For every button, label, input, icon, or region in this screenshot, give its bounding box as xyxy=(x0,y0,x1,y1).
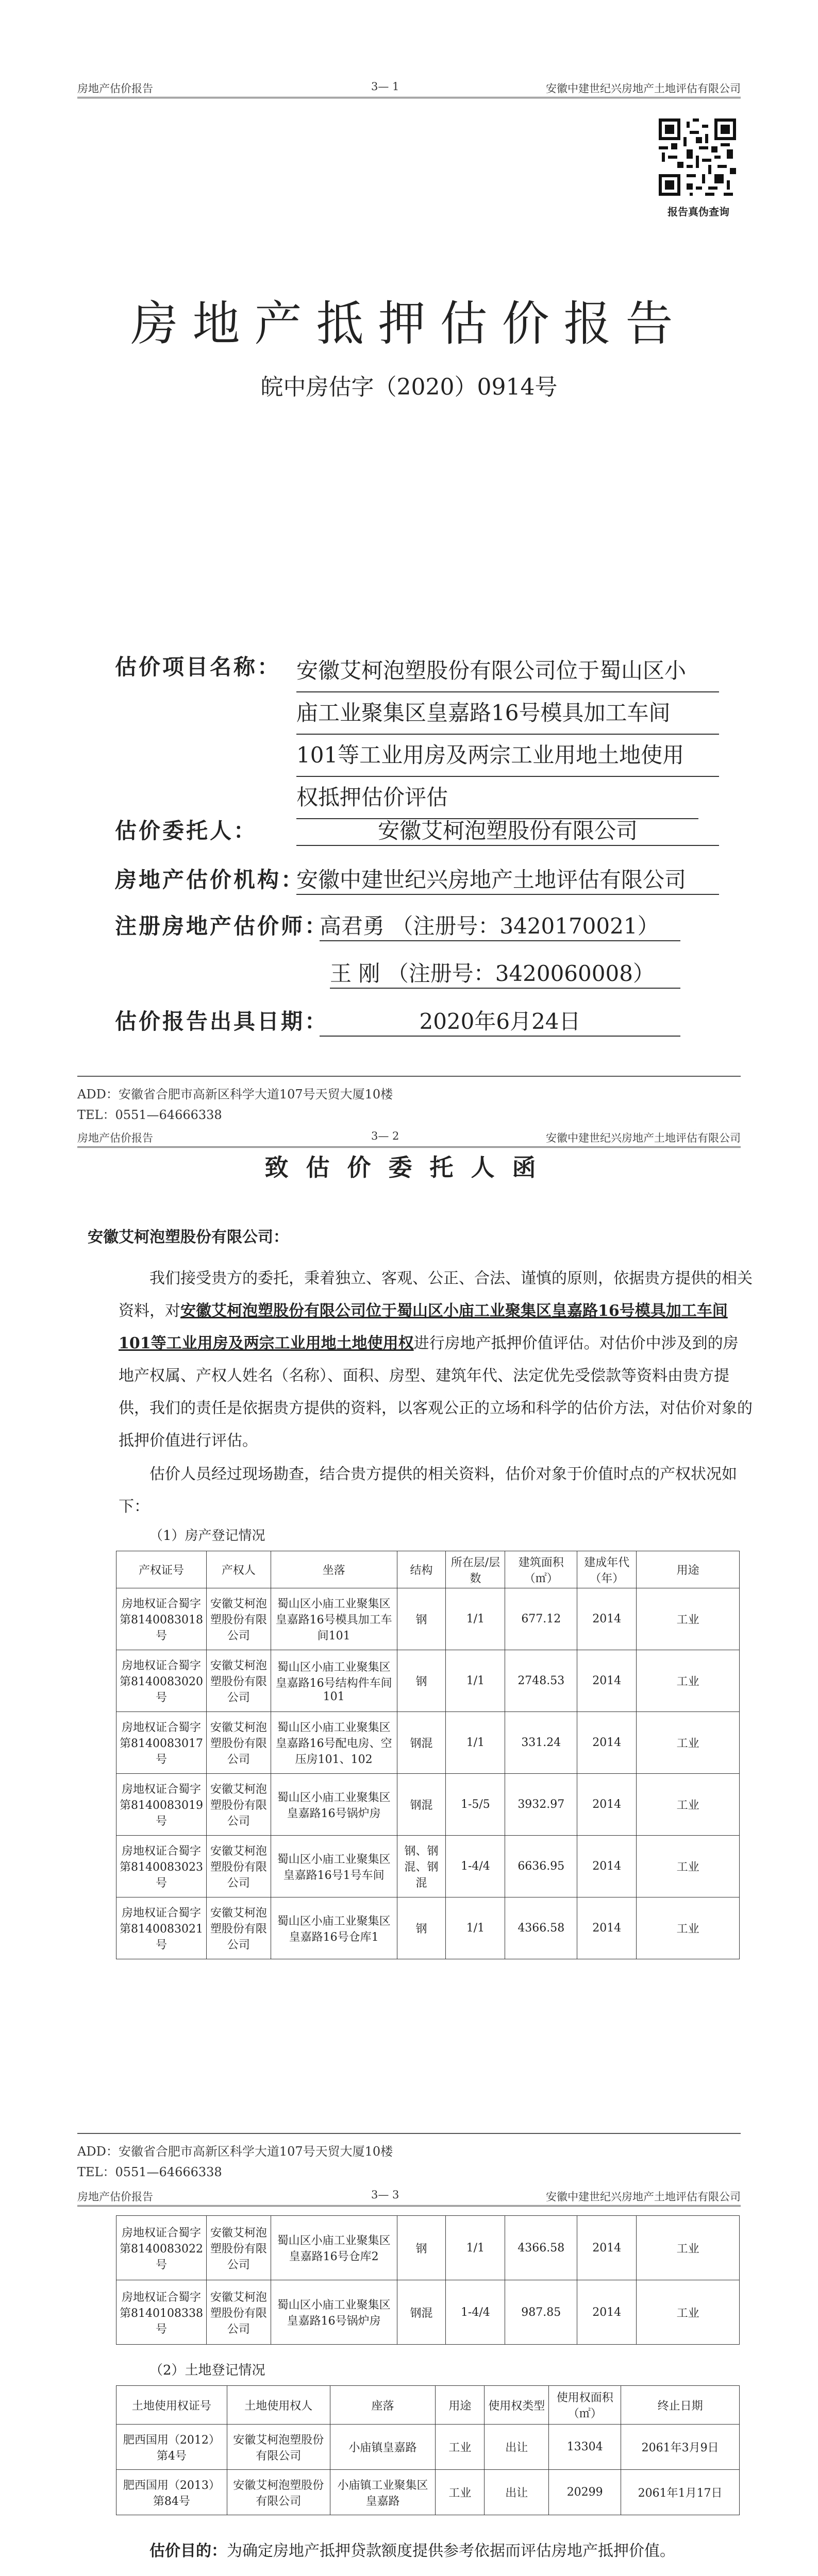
page2-footer xyxy=(77,2133,741,2182)
cell: 安徽艾柯泡塑股份有限公司 xyxy=(227,2425,330,2470)
agency-label: 房地产估价机构： xyxy=(115,867,305,892)
cell: 钢 xyxy=(397,2216,446,2280)
cell: 安徽艾柯泡塑股份有限公司 xyxy=(206,1897,271,1959)
page1-footer xyxy=(77,1076,741,1125)
purpose-label: 估价目的： xyxy=(149,2542,227,2560)
cell: 钢混 xyxy=(397,2280,446,2345)
cell: 1-5/5 xyxy=(446,1774,505,1836)
agency-value: 安徽中建世纪兴房地产土地评估有限公司 xyxy=(296,863,719,895)
project-name-label: 估价项目名称： xyxy=(115,654,281,680)
table-row xyxy=(116,1774,740,1836)
footer-tel: TEL：0551—64666338 xyxy=(77,2165,222,2179)
project-name-line: 权抵押估价评估 xyxy=(296,777,698,819)
cell: 蜀山区小庙工业聚集区皇嘉路16号1号车间 xyxy=(271,1836,397,1897)
cell: 工业 xyxy=(637,1774,740,1836)
house-table-caption: （1）房产登记情况 xyxy=(149,1528,265,1544)
table-row xyxy=(116,2425,740,2470)
cell: 钢、钢混、钢混 xyxy=(397,1836,446,1897)
header-left: 房地产估价报告 xyxy=(77,1132,153,1144)
cell: 2061年1月17日 xyxy=(621,2470,740,2515)
table-row xyxy=(116,2280,740,2345)
cell: 20299 xyxy=(549,2470,621,2515)
project-name-value xyxy=(296,650,719,819)
header-page-number: 3— 3 xyxy=(371,2189,399,2201)
col-header: 产权证号 xyxy=(116,1551,207,1588)
cell: 1-4/4 xyxy=(446,2280,505,2345)
cell: 安徽艾柯泡塑股份有限公司 xyxy=(206,1712,271,1774)
col-header: 坐落 xyxy=(271,1551,397,1588)
cell: 13304 xyxy=(549,2425,621,2470)
cell: 工业 xyxy=(637,1712,740,1774)
cell: 4366.58 xyxy=(505,2216,577,2280)
cell: 2014 xyxy=(577,1650,637,1712)
cell: 钢混 xyxy=(397,1774,446,1836)
page2-header xyxy=(77,1126,741,1148)
report-title: 房地产抵押估价报告 xyxy=(130,296,688,351)
cell: 钢 xyxy=(397,1650,446,1712)
col-header: 使用权类型 xyxy=(485,2386,549,2425)
cell: 1/1 xyxy=(446,1712,505,1774)
cell: 钢 xyxy=(397,1897,446,1959)
qr-caption: 报告真伪查询 xyxy=(667,206,729,218)
cell: 工业 xyxy=(637,1897,740,1959)
cell: 小庙镇工业聚集区皇嘉路 xyxy=(330,2470,436,2515)
project-name-line: 庙工业聚集区皇嘉路16号模具加工车间 xyxy=(296,692,719,735)
table-header-row xyxy=(116,1551,740,1588)
p1-text: 我们接受贵方的委托，秉着独立、客观、公正、合法、谨慎的原则，依据贵方提供的相关资料，对 xyxy=(119,1269,753,1320)
cell: 工业 xyxy=(637,1836,740,1897)
purpose-text: 为确定房地产抵押贷款额度提供参考依据而评估房地产抵押价值。 xyxy=(227,2542,675,2560)
cell: 出让 xyxy=(485,2470,549,2515)
col-header: 土地使用权证号 xyxy=(116,2386,227,2425)
table-row xyxy=(116,1588,740,1650)
cell: 工业 xyxy=(637,2280,740,2345)
cell: 房地权证合蜀字第8140083023号 xyxy=(116,1836,207,1897)
col-header: 用途 xyxy=(637,1551,740,1588)
footer-address: ADD：安徽省合肥市高新区科学大道107号天贸大厦10楼 xyxy=(77,2144,393,2159)
header-left: 房地产估价报告 xyxy=(77,82,153,95)
client-value: 安徽艾柯泡塑股份有限公司 xyxy=(296,814,719,846)
footer-tel: TEL：0551—64666338 xyxy=(77,1108,222,1122)
cell: 蜀山区小庙工业聚集区皇嘉路16号锅炉房 xyxy=(271,2280,397,2345)
page3-header xyxy=(77,2184,741,2207)
cell: 房地权证合蜀字第8140083019号 xyxy=(116,1774,207,1836)
footer-address: ADD：安徽省合肥市高新区科学大道107号天贸大厦10楼 xyxy=(77,1087,393,1101)
cell: 1/1 xyxy=(446,1650,505,1712)
table-row xyxy=(116,2216,740,2280)
cell: 331.24 xyxy=(505,1712,577,1774)
col-header: 结构 xyxy=(397,1551,446,1588)
cell: 蜀山区小庙工业聚集区皇嘉路16号锅炉房 xyxy=(271,1774,397,1836)
cell: 工业 xyxy=(637,1588,740,1650)
table-header-row xyxy=(116,2386,740,2425)
cell: 工业 xyxy=(436,2470,485,2515)
col-header: 终止日期 xyxy=(621,2386,740,2425)
header-company: 安徽中建世纪兴房地产土地评估有限公司 xyxy=(546,82,741,95)
table-row xyxy=(116,1712,740,1774)
col-header: 土地使用权人 xyxy=(227,2386,330,2425)
cell: 6636.95 xyxy=(505,1836,577,1897)
cell: 房地权证合蜀字第8140083017号 xyxy=(116,1712,207,1774)
cell: 3932.97 xyxy=(505,1774,577,1836)
cell: 1-4/4 xyxy=(446,1836,505,1897)
col-header: 建成年代（年） xyxy=(577,1551,637,1588)
cell: 钢混 xyxy=(397,1712,446,1774)
cell: 987.85 xyxy=(505,2280,577,2345)
cell: 安徽艾柯泡塑股份有限公司 xyxy=(227,2470,330,2515)
cell: 2014 xyxy=(577,1897,637,1959)
cell: 2014 xyxy=(577,1588,637,1650)
col-header: 座落 xyxy=(330,2386,436,2425)
project-name-line: 101等工业用房及两宗工业用地土地使用 xyxy=(296,735,719,777)
cell: 2014 xyxy=(577,1836,637,1897)
cell: 工业 xyxy=(436,2425,485,2470)
appraiser-label: 注册房地产估价师： xyxy=(115,913,329,939)
table-row xyxy=(116,1897,740,1959)
cell: 肥西国用（2012）第4号 xyxy=(116,2425,227,2470)
cell: 安徽艾柯泡塑股份有限公司 xyxy=(206,2216,271,2280)
appraiser-1: 高君勇 （注册号：3420170021） xyxy=(320,909,680,941)
cell: 工业 xyxy=(637,1650,740,1712)
cell: 工业 xyxy=(637,2216,740,2280)
letter-body xyxy=(88,1221,722,1253)
p1-tail: 进行房地产抵押价值评估。对估价中涉及到的房地产权属、产权人姓名（名称）、面积、房型、建筑年代、法定优先受偿款等资料由贵方提供，我们的责任是依据贵方提供的资料，以客观公正的立场和科学的估价方法，对估价对象的抵押价值进行评估。 xyxy=(119,1334,753,1450)
cell: 蜀山区小庙工业聚集区皇嘉路16号模具加工车间101 xyxy=(271,1588,397,1650)
header-left: 房地产估价报告 xyxy=(77,2191,153,2203)
cell: 1/1 xyxy=(446,2216,505,2280)
house-registration-table xyxy=(116,1551,740,1959)
qr-code-icon[interactable] xyxy=(659,118,736,196)
cell: 2014 xyxy=(577,1774,637,1836)
cell: 房地权证合蜀字第8140083018号 xyxy=(116,1588,207,1650)
project-name-line: 安徽艾柯泡塑股份有限公司位于蜀山区小 xyxy=(296,650,719,692)
cell: 安徽艾柯泡塑股份有限公司 xyxy=(206,1836,271,1897)
cell: 钢 xyxy=(397,1588,446,1650)
house-registration-table-continued xyxy=(116,2215,740,2345)
cell: 房地权证合蜀字第8140108338号 xyxy=(116,2280,207,2345)
header-company: 安徽中建世纪兴房地产土地评估有限公司 xyxy=(546,2191,741,2203)
cell: 2748.53 xyxy=(505,1650,577,1712)
cell: 2061年3月9日 xyxy=(621,2425,740,2470)
page1-header xyxy=(77,76,741,98)
salutation: 安徽艾柯泡塑股份有限公司： xyxy=(88,1228,289,1246)
report-date-value: 2020年6月24日 xyxy=(320,1005,680,1037)
cell: 安徽艾柯泡塑股份有限公司 xyxy=(206,1588,271,1650)
cell: 2014 xyxy=(577,2280,637,2345)
land-table-caption: （2）土地登记情况 xyxy=(149,2363,265,2378)
cell: 蜀山区小庙工业聚集区皇嘉路16号配电房、空压房101、102 xyxy=(271,1712,397,1774)
purpose-para xyxy=(119,2535,753,2567)
cell: 677.12 xyxy=(505,1588,577,1650)
header-page-number: 3— 2 xyxy=(371,1130,399,1142)
letter-paragraph-2 xyxy=(119,1458,753,1523)
cell: 安徽艾柯泡塑股份有限公司 xyxy=(206,1650,271,1712)
cell: 小庙镇皇嘉路 xyxy=(330,2425,436,2470)
table-row xyxy=(116,2470,740,2515)
cell: 蜀山区小庙工业聚集区皇嘉路16号仓库2 xyxy=(271,2216,397,2280)
col-header: 用途 xyxy=(436,2386,485,2425)
cell: 肥西国用（2013）第84号 xyxy=(116,2470,227,2515)
cell: 2014 xyxy=(577,2216,637,2280)
cell: 房地权证合蜀字第8140083021号 xyxy=(116,1897,207,1959)
cell: 1/1 xyxy=(446,1897,505,1959)
table-row xyxy=(116,1836,740,1897)
cell: 安徽艾柯泡塑股份有限公司 xyxy=(206,1774,271,1836)
land-registration-table xyxy=(116,2385,740,2515)
col-header: 使用权面积（㎡） xyxy=(549,2386,621,2425)
cell: 安徽艾柯泡塑股份有限公司 xyxy=(206,2280,271,2345)
cell: 出让 xyxy=(485,2425,549,2470)
cell: 1/1 xyxy=(446,1588,505,1650)
cell: 4366.58 xyxy=(505,1897,577,1959)
cell: 2014 xyxy=(577,1712,637,1774)
col-header: 产权人 xyxy=(206,1551,271,1588)
cell: 蜀山区小庙工业聚集区皇嘉路16号结构件车间101 xyxy=(271,1650,397,1712)
appraiser-2: 王 刚 （注册号：3420060008） xyxy=(330,957,680,989)
table-row xyxy=(116,1650,740,1712)
p1-subject: 安徽艾柯泡塑股份有限公司位于蜀山区小庙工业聚集区皇嘉路16号模具加工车间101等工业用房及两宗工业用地土地使用权 xyxy=(119,1302,728,1352)
client-label: 估价委托人： xyxy=(115,818,258,843)
letter-title: 致估价委托人函 xyxy=(264,1154,554,1181)
letter-paragraph-1 xyxy=(119,1262,753,1457)
cell: 房地权证合蜀字第8140083022号 xyxy=(116,2216,207,2280)
col-header: 所在层/层数 xyxy=(446,1551,505,1588)
col-header: 建筑面积（㎡） xyxy=(505,1551,577,1588)
document-number: 皖中房估字（2020）0914号 xyxy=(260,374,558,400)
report-date-label: 估价报告出具日期： xyxy=(115,1009,329,1034)
header-company: 安徽中建世纪兴房地产土地评估有限公司 xyxy=(546,1132,741,1144)
cell: 房地权证合蜀字第8140083020号 xyxy=(116,1650,207,1712)
cell: 蜀山区小庙工业聚集区皇嘉路16号仓库1 xyxy=(271,1897,397,1959)
header-page-number: 3— 1 xyxy=(371,80,399,93)
p2-text: 估价人员经过现场勘查，结合贵方提供的相关资料，估价对象于价值时点的产权状况如下： xyxy=(119,1465,737,1516)
